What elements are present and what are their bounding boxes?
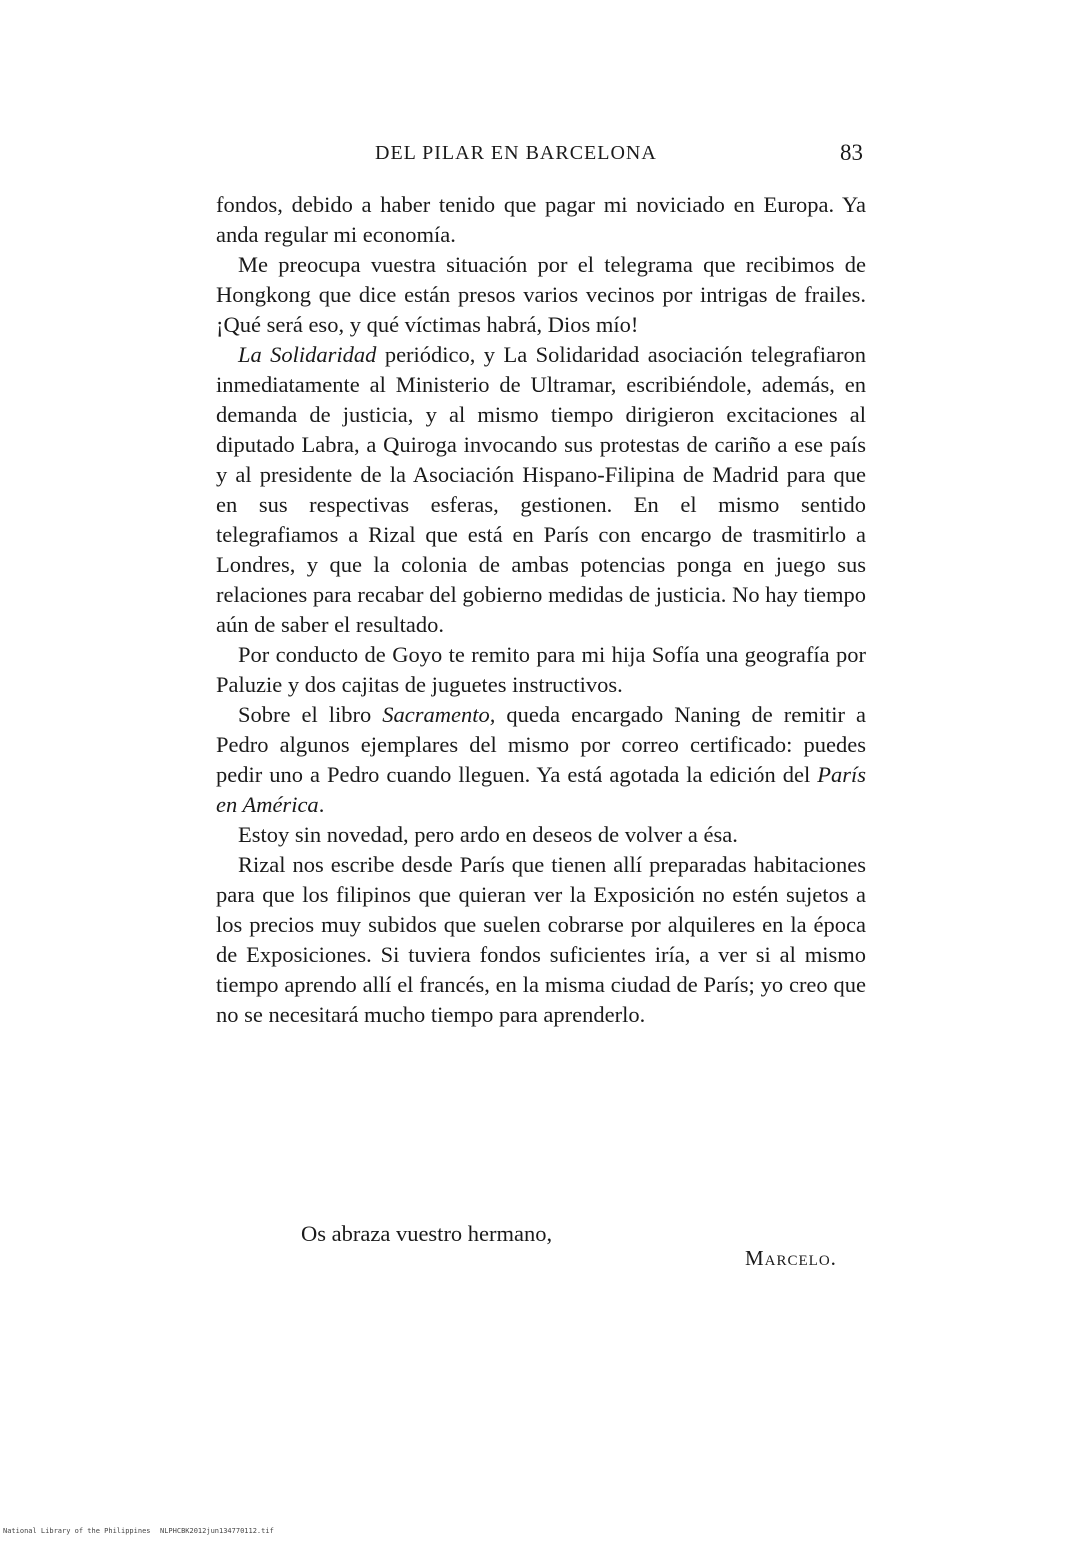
paragraph	[216, 340, 866, 640]
paragraph-text: Por conducto de Goyo te remito para mi hija Sofía una geografía por Paluzie y dos cajitas de juguetes instructivos.	[216, 642, 866, 697]
paragraph-text: queda encargado Naning de remitir a Pedro algunos ejemplares del mismo por correo certificado: puedes pedir uno a Pedro cuando lleguen. Ya está agotada la edición del	[216, 702, 866, 787]
paragraph	[216, 850, 866, 1030]
paragraph	[216, 820, 866, 850]
scan-footer	[0, 1527, 320, 1539]
paragraph-text: Sobre el libro	[238, 702, 383, 727]
signature: Marcelo.	[745, 1246, 837, 1270]
paragraph-text: fondos, debido a haber tenido que pagar mi noviciado en Europa. Ya anda regular mi economía.	[216, 192, 866, 247]
italic-title: Sacramento,	[382, 702, 496, 727]
paragraph	[216, 640, 866, 700]
paragraph-text: Rizal nos escribe desde París que tienen allí preparadas habitaciones para que los filipinos que quieran ver la Exposición no estén sujetos a los precios muy subidos que suelen cobrarse por alquileres en la época de Exposiciones. Si tuviera fondos suficientes iría, a ver si al mismo tiempo aprendo allí el francés, en la misma ciudad de París; yo creo que no se necesitará mucho tiempo para aprenderlo.	[216, 852, 866, 1027]
running-title: DEL PILAR EN BARCELONA	[375, 142, 657, 164]
closing-salutation: Os abraza vuestro hermano,	[301, 1221, 553, 1246]
running-head	[215, 140, 865, 172]
footer-scan-id: NLPHCBK2012jun134770112.tif	[160, 1527, 274, 1535]
letter-body	[216, 190, 866, 1030]
paragraph	[216, 250, 866, 340]
italic-title: París en América	[216, 762, 866, 817]
page-number: 83	[840, 140, 863, 165]
italic-title: La Solidaridad	[238, 342, 377, 367]
paragraph-text: periódico, y La Solidaridad asociación telegrafiaron inmediatamente al Ministerio de Ultramar, escribiéndole, además, en demanda de justicia, y al mismo tiempo dirigieron excitaciones al diputado Labra, a Quiroga invocando sus protestas de cariño a ese país y al presidente de la Asociación Hispano-Filipina de Madrid para que en sus respectivas esferas, gestionen. En el mismo sentido telegrafiamos a Rizal que está en París con encargo de trasmitirlo a Londres, y que la colonia de ambas potencias ponga en juego sus relaciones para recabar del gobierno medidas de justicia. No hay tiempo aún de saber el resultado.	[216, 342, 866, 637]
paragraph-text: .	[318, 792, 325, 817]
paragraph	[216, 190, 866, 250]
footer-library: National Library of the Philippines	[3, 1527, 151, 1535]
paragraph-text: Me preocupa vuestra situación por el telegrama que recibimos de Hongkong que dice están presos varios vecinos por intrigas de frailes. ¡Qué será eso, y qué víctimas habrá, Dios mío!	[216, 252, 866, 337]
paragraph	[216, 700, 866, 820]
paragraph-text: Estoy sin novedad, pero ardo en deseos de volver a ésa.	[238, 822, 738, 847]
